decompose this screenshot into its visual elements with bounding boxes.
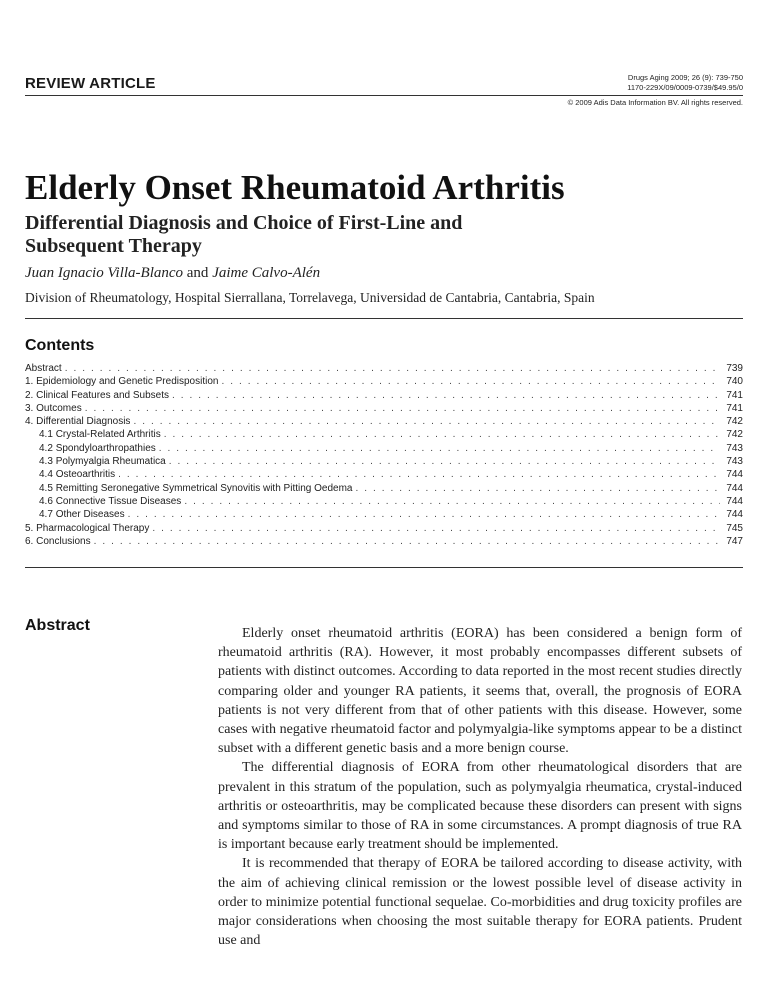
- toc-page: 744: [726, 509, 743, 521]
- toc-page: 747: [726, 535, 743, 547]
- toc-subentry[interactable]: [25, 468, 743, 481]
- toc-subentry[interactable]: [25, 442, 743, 455]
- article-title: Elderly Onset Rheumatoid Arthritis: [25, 168, 565, 207]
- abstract-paragraph: It is recommended that therapy of EORA be tailored according to disease activity, with the aim of achieving clinical remission or the lowest possible level of disease activity in order to minimize potential functional sequelae. Co-morbidities and drug toxicity profiles are major considerations when choosing the most suitable therapy for EORA patients. Prudent use and: [218, 856, 742, 949]
- toc-entry[interactable]: [25, 389, 743, 402]
- toc-number: 4.2: [39, 442, 53, 454]
- toc-entry[interactable]: [25, 375, 743, 388]
- abstract-paragraph: The differential diagnosis of EORA from other rheumatological disorders that are prevalent in this stratum of the population, such as polymyalgia rheumatica, crystal-induced arthritis or osteoarthritis, may be complicated because these disorders can present with signs and symptoms similar to those of RA in some circumstances. A prompt diagnosis of true RA is important because early treatment should be implemented.: [218, 760, 742, 853]
- toc-subentry[interactable]: [25, 508, 743, 521]
- toc-label: Crystal-Related Arthritis: [55, 429, 161, 441]
- header-divider: [25, 95, 743, 96]
- toc-page: 740: [726, 376, 743, 388]
- toc-number: 4.3: [39, 456, 53, 468]
- toc-entry[interactable]: [25, 402, 743, 415]
- table-of-contents: [25, 362, 743, 548]
- toc-label: Connective Tissue Diseases: [55, 495, 182, 507]
- toc-entry[interactable]: [25, 362, 743, 375]
- toc-page: 744: [726, 469, 743, 481]
- toc-subentry[interactable]: [25, 495, 743, 508]
- toc-page: 743: [726, 442, 743, 454]
- toc-label: Clinical Features and Subsets: [36, 389, 169, 401]
- contents-divider: [25, 567, 743, 568]
- toc-label: Remitting Seronegative Symmetrical Synovitis with Pitting Oedema: [55, 482, 353, 494]
- toc-number: 4.6: [39, 495, 53, 507]
- journal-reference: Drugs Aging 2009; 26 (9): 739-750: [627, 73, 743, 82]
- abstract-heading: Abstract: [25, 617, 90, 634]
- toc-label: Spondyloarthropathies: [55, 442, 156, 454]
- toc-entry[interactable]: [25, 415, 743, 428]
- journal-citation: [627, 73, 743, 93]
- toc-subentry[interactable]: [25, 428, 743, 441]
- toc-number: 1.: [25, 376, 34, 388]
- toc-label: Outcomes: [36, 402, 82, 414]
- toc-label: Other Diseases: [55, 509, 125, 521]
- toc-label: Polymyalgia Rheumatica: [55, 456, 166, 468]
- abstract-body: [218, 624, 742, 950]
- toc-page: 742: [726, 416, 743, 428]
- contents-heading: Contents: [25, 337, 95, 354]
- toc-page: 739: [726, 363, 743, 374]
- toc-page: 741: [726, 402, 743, 414]
- toc-label: Osteoarthritis: [55, 469, 116, 481]
- toc-subentry[interactable]: [25, 455, 743, 468]
- toc-number: 2.: [25, 389, 34, 401]
- toc-number: 4.5: [39, 482, 53, 494]
- toc-label: Differential Diagnosis: [36, 416, 131, 428]
- toc-entry[interactable]: [25, 535, 743, 548]
- toc-label: Conclusions: [36, 535, 91, 547]
- toc-number: 4.7: [39, 509, 53, 521]
- toc-page: 741: [726, 389, 743, 401]
- toc-label: Epidemiology and Genetic Predisposition: [36, 376, 219, 388]
- toc-page: 745: [726, 522, 743, 534]
- toc-page: 742: [726, 429, 743, 441]
- affiliation: Division of Rheumatology, Hospital Sierrallana, Torrelavega, Universidad de Cantabria, Cantabria, Spain: [25, 290, 595, 305]
- author-name: Juan Ignacio Villa-Blanco: [25, 265, 184, 281]
- toc-label: Abstract: [25, 363, 62, 374]
- toc-page: 743: [726, 456, 743, 468]
- article-subtitle: Differential Diagnosis and Choice of First-Line and Subsequent Therapy: [25, 212, 463, 257]
- toc-page: 744: [726, 482, 743, 494]
- abstract-paragraph: Elderly onset rheumatoid arthritis (EORA) has been considered a benign form of rheumatoid arthritis (RA). However, it most probably encompasses different subsets of patients with distinct outcomes. According to data reported in the most recent studies directly comparing older and younger RA patients, it seems that, overall, the prognosis of EORA patients is not very different from that of other patients with this disease. However, some cases with negative rheumatoid factor and polymyalgia-like symptoms appear to be a distinct subset with a different genetic basis and a more benign course.: [218, 626, 742, 757]
- toc-number: 4.: [25, 416, 34, 428]
- toc-number: 4.1: [39, 429, 53, 441]
- toc-page: 744: [726, 495, 743, 507]
- author-line: [25, 265, 320, 282]
- issn-line: 1170-229X/09/0009-0739/$49.95/0: [627, 83, 743, 92]
- toc-subentry[interactable]: [25, 482, 743, 495]
- toc-number: 4.4: [39, 469, 53, 481]
- toc-number: 6.: [25, 535, 34, 547]
- toc-number: 3.: [25, 402, 34, 414]
- copyright-notice: © 2009 Adis Data Information BV. All rights reserved.: [567, 98, 743, 107]
- toc-label: Pharmacological Therapy: [36, 522, 150, 534]
- section-label: REVIEW ARTICLE: [25, 75, 156, 92]
- author-name: Jaime Calvo-Alén: [212, 265, 321, 281]
- author-joiner: and: [186, 265, 209, 281]
- toc-entry[interactable]: [25, 522, 743, 535]
- affiliation-divider: [25, 318, 743, 319]
- toc-number: 5.: [25, 522, 34, 534]
